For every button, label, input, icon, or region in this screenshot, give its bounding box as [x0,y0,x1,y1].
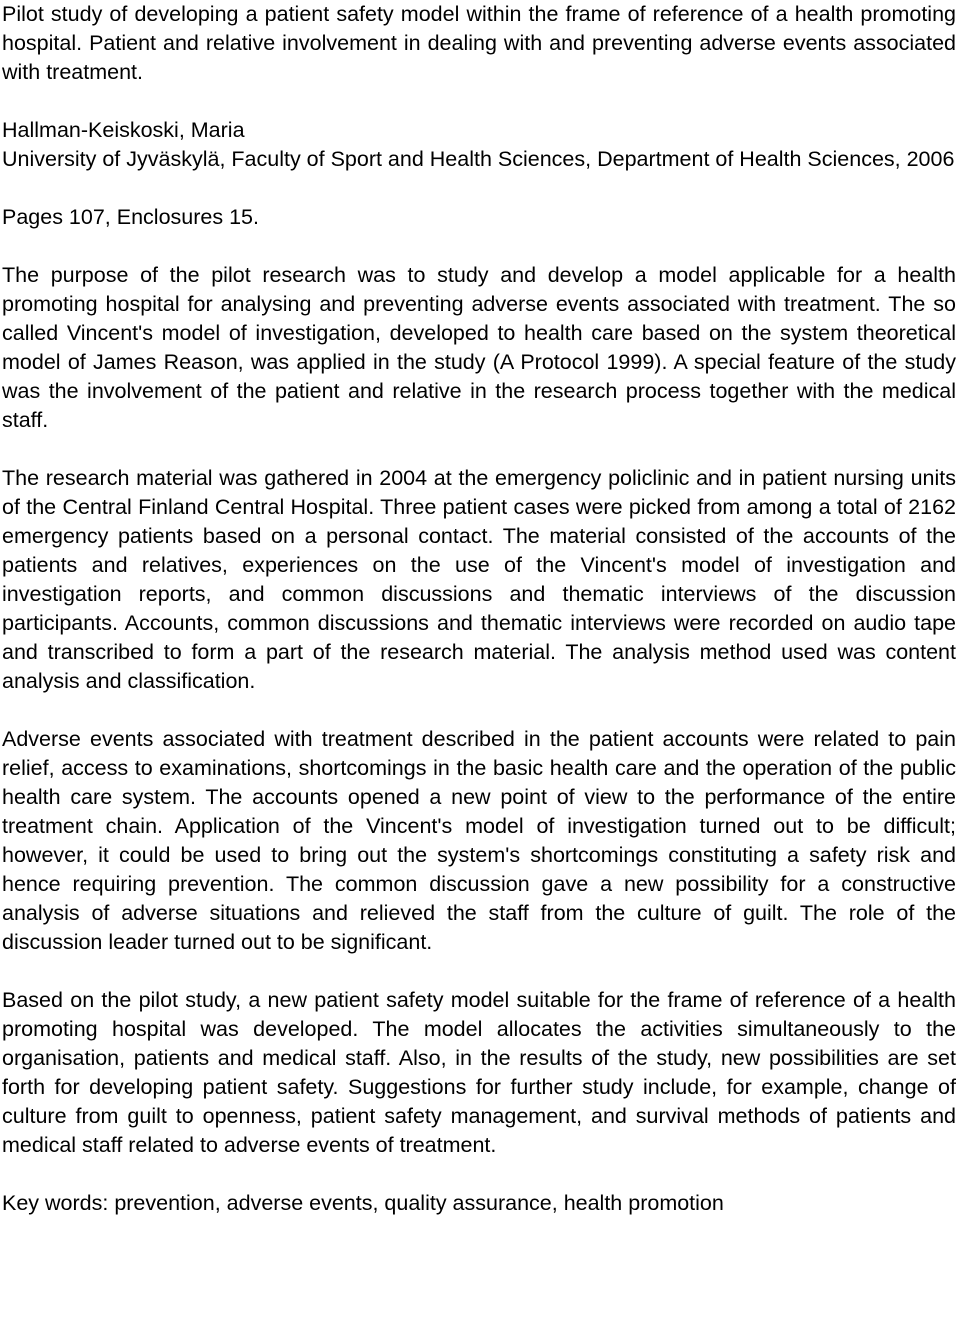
abstract-page [2,0,956,1218]
document-title: Pilot study of developing a patient safety model within the frame of reference of a health promoting hospital. Patient and relative involvement in dealing with and preventing adverse events associated with treatment. [2,2,956,84]
abstract-paragraph-results: Adverse events associated with treatment described in the patient accounts were related to pain relief, access to examinations, shortcomings in the basic health care and the operation of the public health care system. The accounts opened a new point of view to the performance of the entire treatment chain. Application of the Vincent's model of investigation turned out to be difficult; however, it could be used to bring out the system's shortcomings constituting a safety risk and hence requiring prevention. The common discussion gave a new possibility for a constructive analysis of adverse situations and relieved the staff from the culture of guilt. The role of the discussion leader turned out to be significant. [2,727,956,954]
abstract-paragraph-conclusions: Based on the pilot study, a new patient safety model suitable for the frame of reference of a health promoting hospital was developed. The model allocates the activities simultaneously to the organisation, patients and medical staff. Also, in the results of the study, new possibilities are set forth for developing patient safety. Suggestions for further study include, for example, change of culture from guilt to openness, patient safety management, and survival methods of patients and medical staff related to adverse events of treatment. [2,988,956,1157]
author-affiliation: University of Jyväskylä, Faculty of Sport and Health Sciences, Department of Health Sciences, 2006 [2,147,955,171]
page-count: Pages 107, Enclosures 15. [2,205,259,229]
abstract-paragraph-purpose: The purpose of the pilot research was to study and develop a model applicable for a health promoting hospital for analysing and preventing adverse events associated with treatment. The so called Vincent's model of investigation, developed to health care based on the system theoretical model of James Reason, was applied in the study (A Protocol 1999). A special feature of the study was the involvement of the patient and relative in the research process together with the medical staff. [2,263,956,432]
keywords-line: Key words: prevention, adverse events, quality assurance, health promotion [2,1191,724,1215]
abstract-paragraph-material: The research material was gathered in 2004 at the emergency policlinic and in patient nursing units of the Central Finland Central Hospital. Three patient cases were picked from among a total of 2162 emergency patients based on a personal contact. The material consisted of the accounts of the patients and relatives, experiences on the use of the Vincent's model of investigation and investigation reports, and common discussions and thematic interviews of the discussion participants. Accounts, common discussions and thematic interviews were recorded on audio tape and transcribed to form a part of the research material. The analysis method used was content analysis and classification. [2,466,956,693]
author-name: Hallman-Keiskoski, Maria [2,118,245,142]
